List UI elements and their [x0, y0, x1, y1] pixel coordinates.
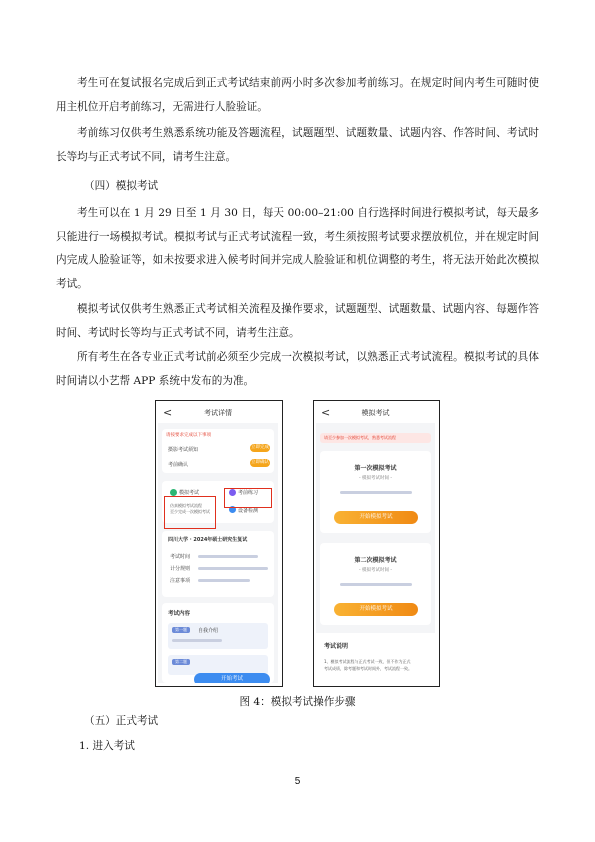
left-phone-header	[158, 403, 278, 423]
back-arrow-icon[interactable]: <	[163, 406, 173, 419]
exam-content-title: 考试内容	[168, 611, 191, 617]
exam-description-title: 考试说明	[324, 643, 349, 650]
exam-description-card	[316, 633, 435, 683]
mock-exam-1-time	[340, 491, 412, 494]
exam-info-value-3	[198, 579, 250, 582]
exam-info-row-notes: 注意事项	[170, 578, 191, 584]
exam-item-2-tag: 第二题	[172, 659, 190, 665]
left-phone-screenshot	[158, 403, 278, 683]
page-number: 5	[294, 776, 301, 787]
exam-description-line-1: 1、模拟考试流程与正式考试一致，但不作为正式	[324, 659, 411, 664]
exam-info-value-2	[198, 567, 268, 570]
practice-highlight	[224, 488, 272, 508]
exam-item-1[interactable]	[168, 623, 268, 649]
exam-description-line-2: 考试成绩，除考题和考试时间外，考试流程一致。	[324, 666, 412, 671]
mock-exam-2-card	[320, 543, 431, 625]
exam-info-card	[162, 531, 274, 597]
mock-exam-icon	[170, 489, 177, 496]
mock-exam-2-subtitle: - 模拟考试时间 -	[358, 568, 393, 573]
exam-item-1-detail	[172, 639, 222, 642]
todo-row-2: 考前确认	[168, 462, 189, 468]
todo-row-2-button[interactable]: 立即确认	[251, 460, 269, 465]
exam-content-card	[162, 603, 274, 683]
todo-card	[162, 429, 274, 473]
subheading-enter-exam: 1. 进入考试	[79, 740, 135, 752]
mock-exam-1-subtitle: - 模拟考试时间 -	[358, 476, 393, 481]
mock-exam-highlight	[164, 496, 216, 529]
start-mock-exam-2-button[interactable]: 开始模拟考试	[334, 603, 418, 616]
exam-info-value-1	[198, 555, 258, 558]
exam-info-row-rules: 计分规则	[170, 566, 191, 572]
figure-caption: 图 4：模拟考试操作步骤	[239, 696, 356, 708]
start-mock-exam-1-button[interactable]: 开始模拟考试	[334, 511, 418, 524]
paragraph-practice-schedule: 考生可在复试报名完成后到正式考试结束前两小时多次参加考前练习。在规定时间内考生可随时使用主机位开启考前练习，无需进行人脸验证。	[56, 77, 539, 113]
exam-info-row-time: 考试时间	[170, 554, 191, 560]
heading-mock-exam: （四）模拟考试	[84, 180, 159, 192]
mock-exam-desc-2: 至少完成一次模拟考试	[170, 509, 210, 514]
paragraph-mock-note: 模拟考试仅供考生熟悉正式考试相关流程及操作要求，试题题型、试题数量、试题内容、每题作答时间、考试时长等均与正式考试不同，请考生注意。	[56, 303, 539, 339]
practice-label[interactable]: 考前练习	[238, 490, 259, 496]
mock-exam-2-time	[340, 583, 412, 586]
right-phone-header	[316, 403, 435, 423]
paragraph-mock-schedule: 考生可以在 1 月 29 日至 1 月 30 日，每天 00:00–21:00 自行选择时间进行模拟考试，每天最多只能进行一场模拟考试。模拟考试与正式考试流程一致，考生须按照考试要求摆放机位，并在规定时间内完成人脸验证等，如未按要求进入候考时间并完成人脸验证和机位调整的考生，将无法开始此次模拟考试。	[56, 207, 539, 290]
exam-item-1-tag: 第一题	[172, 627, 190, 633]
mock-exam-1-title: 第一次模拟考试	[354, 465, 397, 472]
right-phone-title: 模拟考试	[361, 409, 390, 417]
heading-formal-exam: （五）正式考试	[84, 715, 159, 727]
todo-notice: 请按要求完成以下事项	[166, 433, 211, 438]
exam-info-title: 四川大学 · 2024年硕士研究生复试	[168, 537, 248, 543]
paragraph-mock-requirement: 所有考生在各专业正式考试前必须至少完成一次模拟考试，以熟悉正式考试流程。模拟考试的具体时间请以小艺帮 APP 系统中发布的为准。	[56, 351, 539, 387]
todo-row-1-button[interactable]: 立即完成	[251, 445, 269, 450]
mock-warning-text: 请至少参加一次模拟考试，熟悉考试流程	[324, 435, 396, 440]
mock-exam-label[interactable]: 模拟考试	[179, 490, 200, 496]
paragraph-practice-note: 考前练习仅供考生熟悉系统功能及答题流程，试题题型、试题数量、试题内容、作答时间、考试时长等均与正式考试不同，请考生注意。	[56, 127, 539, 163]
start-exam-button[interactable]: 开始考试	[194, 673, 270, 683]
device-check-label[interactable]: 设备检测	[238, 508, 259, 514]
todo-row-1: 摄影考试须知	[168, 447, 199, 453]
back-arrow-icon[interactable]: <	[321, 406, 331, 419]
mock-warning-banner	[320, 433, 431, 443]
exam-item-1-text: 自我介绍	[198, 628, 219, 634]
mock-exam-1-card	[320, 451, 431, 533]
mock-exam-desc-1: 仿真模拟考试流程	[170, 503, 202, 508]
left-phone-title: 考试详情	[204, 409, 232, 417]
exam-item-2[interactable]	[168, 655, 268, 675]
mock-exam-2-title: 第二次模拟考试	[354, 557, 397, 564]
right-phone-screenshot	[316, 403, 435, 683]
